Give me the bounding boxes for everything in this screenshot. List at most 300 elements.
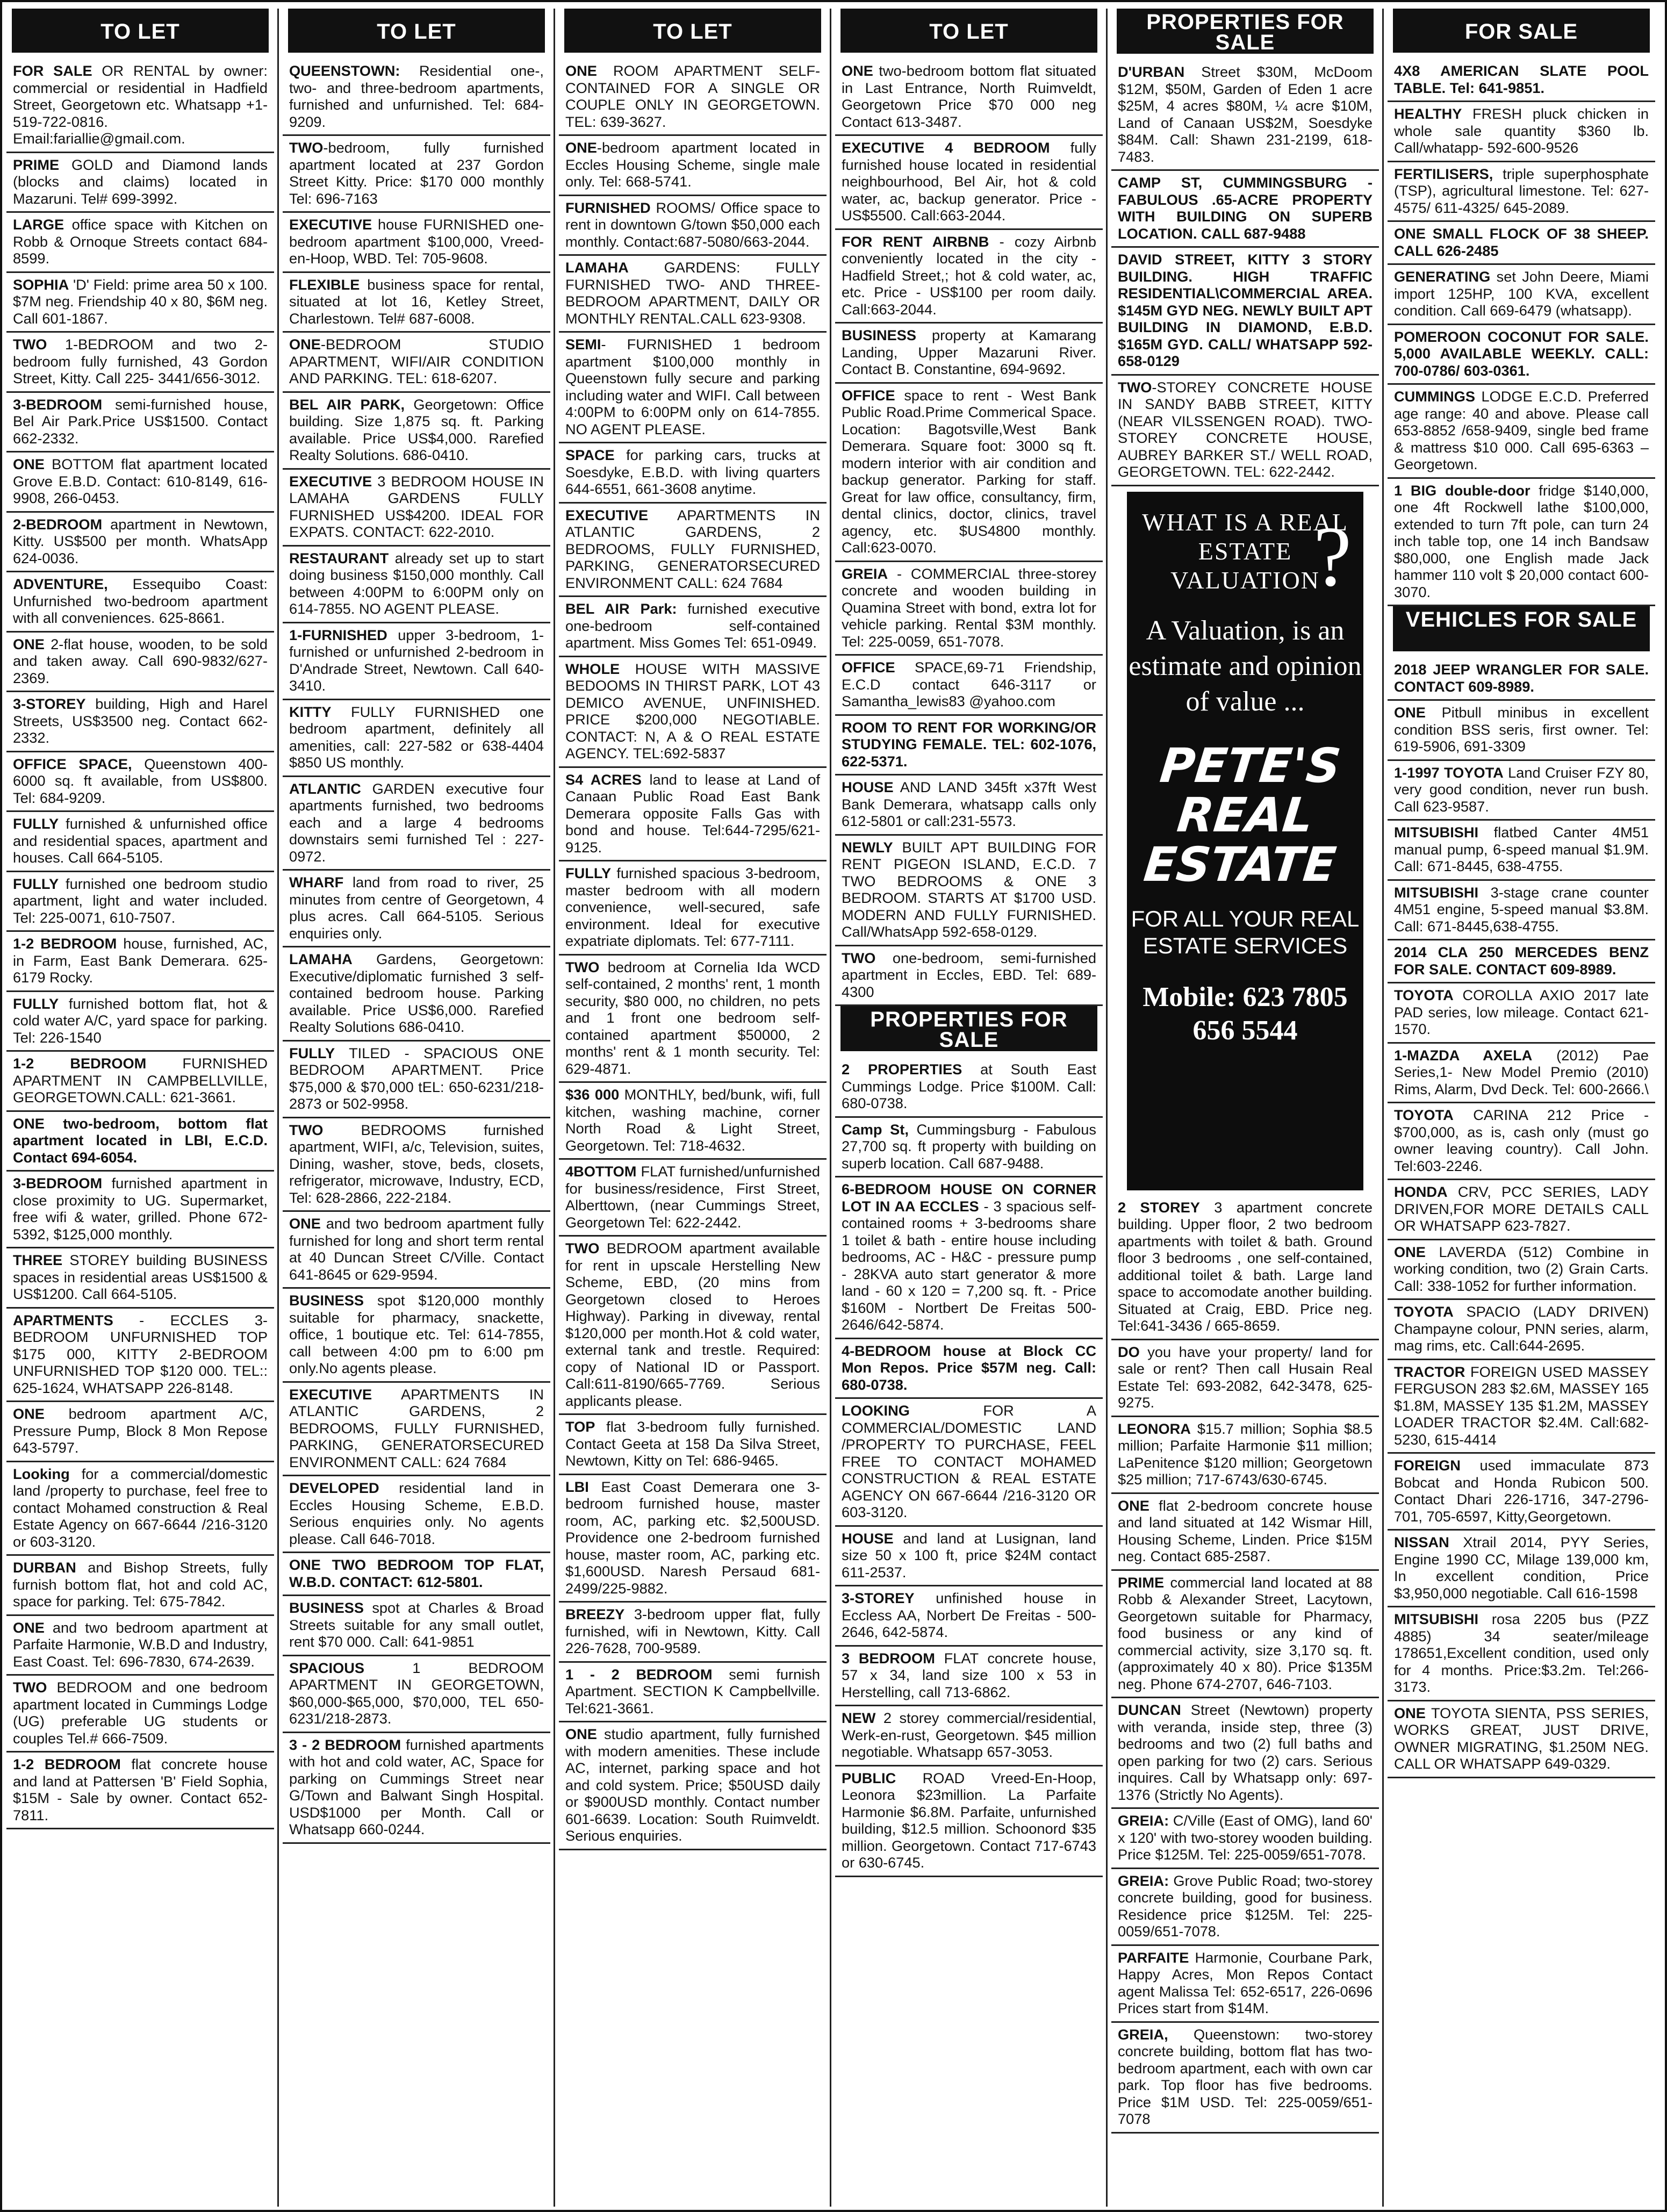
ad-lead: SPACE [565,447,615,463]
ad-text: Gardens, Georgetown: Executive/diplomatic furnished 3 self-contained bedroom house. Parking available. Price US$6,000. Rarefied Realty Solutions 686-0410. [289,951,548,1035]
ad-lead: TOYOTA [1394,1303,1454,1320]
column-3 [559,9,827,2207]
ad-lead: ONE [13,1619,45,1636]
ad-text: Queenstown: two-storey concrete building, bottom flat has two-bedroom apartment, each with own car park. Top floor has five bedrooms. Price $1M USD. Tel: 225-0059/651-7078 [1118,2026,1377,2127]
classified-ad [835,1339,1103,1399]
ad-lead: EXECUTIVE [565,506,649,523]
classified-ad [559,1603,827,1663]
classified-ad [835,1527,1103,1587]
classified-ad [1388,1044,1655,1104]
classified-ad [1388,881,1655,941]
classified-ad [1388,1300,1655,1360]
ad-lead: 1 BIG double-door [1394,482,1531,499]
classified-ad [1388,1240,1655,1301]
classified-ad [835,946,1103,1007]
ad-lead: 2-BEDROOM [13,515,103,533]
ad-text: house FURNISHED one-bedroom apartment $100,000, Vreed-en-Hoop, WBD. Tel: 705-9608. [289,216,544,267]
classified-ad [1388,102,1655,162]
ad-text: BOTTOM flat apartment located Grove E.B.D. Contact: 610-8149, 616-9908, 266-0453. [13,456,272,506]
ad-text: - FURNISHED 1 bedroom apartment $100,000 monthly in Queenstown fully secure and parking including water and WIFI. Call between 4:00PM to 6:00PM only on 614-7855. NO AGENT PLEASE. [565,336,824,437]
ad-lead: S4 ACRES [565,771,642,788]
classified-ad [6,1616,274,1676]
ad-text: residential land in Eccles Housing Scheme, E.B.D. Serious enquiries only. No agents please. Call 646-7018. [289,1480,548,1547]
ad-lead: RESTAURANT [289,549,389,566]
ad-lead: POMEROON COCONUT FOR SALE. 5,000 AVAILABLE WEEKLY. CALL: 700-0786/ 603-0361. [1394,328,1653,379]
ad-text: flat 3-bedroom fully furnished. Contact Geeta at 158 Da Silva Street, Newtown, Kitty on Tel: 686-9465. [565,1418,824,1469]
ad-lead: EXECUTIVE [289,216,372,233]
classified-ad [1388,1180,1655,1240]
ad-lead: $36 000 [565,1086,620,1103]
ad-text: APARTMENTS IN ATLANTIC GARDENS, 2 BEDROOMS, FULLY FURNISHED, PARKING, GENERATORSECURED ENVIRONMENT CALL: 624 7684 [289,1385,548,1470]
ad-text: Street (Newtown) property with veranda, inside step, three (3) bedrooms and two (2) full baths and open parking for two (2) cars. Serious inquires. Call by Whatsapp only: 697-1376 (Strictly No Agents). [1118,1701,1377,1803]
classified-ad [1388,1103,1655,1180]
classified-ad [835,1586,1103,1647]
classified-ad [559,1083,827,1160]
ad-lead: FULLY [13,995,59,1012]
classified-ad [1388,1607,1655,1701]
classified-ad [6,1753,274,1829]
ad-lead: ONE [13,456,45,472]
ad-lead: TRACTOR [1394,1363,1465,1380]
ad-lead: ATLANTIC [289,780,361,797]
column-5 [1111,9,1379,2207]
classified-ad [835,656,1103,716]
ad-lead: ONE [1394,1704,1426,1721]
classified-ad [1111,1869,1379,1946]
classified-ad [559,1237,827,1415]
classified-ad [283,1733,550,1844]
ad-lead: 4BOTTOM [565,1163,637,1180]
ad-lead: ONE [289,336,321,353]
ad-text: HOUSE WITH MASSIVE BEDOOMS IN THIRST PARK, LOT 43 DEMICO AVENUE, UNFINISHED. PRICE $200,000 NEGOTIABLE. CONTACT: N, A & O REAL ESTATE AGENCY. TEL:692-5837 [565,660,824,762]
ad-lead: HONDA [1394,1183,1448,1200]
ad-lead: ONE [289,1215,321,1232]
classified-ad [1111,1946,1379,2023]
ad-text: commercial land located at 88 Robb & Alexander Street, Lacytown, Georgetown suitable for Pharmacy, food business or any kind of commercial activity, size 3,170 sq. ft. (approximately 40 x 80). Price $135M neg. Phone 674-2707, 646-7103. [1118,1574,1377,1692]
section-header: TO LET [12,9,269,53]
ad-lead: DUNCAN [1118,1701,1181,1718]
classified-ad [283,623,550,700]
ad-text: 1-BEDROOM and two 2-bedroom fully furnished, 43 Gordon Street, Kitty. Call 225- 3441/656-3012. [13,336,272,386]
section-header: VEHICLES FOR SALE [1393,606,1650,651]
classified-ad [6,872,274,932]
ad-lead: 2018 JEEP WRANGLER FOR SALE. CONTACT 609-8989. [1394,661,1653,695]
ad-lead: FURNISHED [565,199,651,216]
ad-lead: LBI [565,1478,589,1495]
ad-lead: WHOLE [565,660,620,677]
ad-text: Grove Public Road; two-storey concrete building, good for business. Residence price $125M. Tel: 225-0059/651-7078. [1118,1872,1377,1940]
classified-ad [1388,1360,1655,1454]
classified-ad [835,1058,1103,1118]
classified-ad [835,136,1103,230]
classified-ad [1111,171,1379,248]
classified-ad [283,700,550,777]
ad-lead: EXECUTIVE [289,472,372,490]
classified-ad [835,384,1103,562]
ad-lead: LEONORA [1118,1420,1191,1437]
ad-lead: SOPHIA [13,276,69,293]
ad-text: -STOREY CONCRETE HOUSE IN SANDY BABB STREET, KITTY (NEAR VILSSENGEN ROAD). TWO-STOREY CONCRETE HOUSE, AUBREY BARKER ST./ WELL ROAD, GEORGETOWN. TEL: 622-2442. [1118,378,1377,480]
ad-text: Street $30M, McDoom $12M, $50M, Garden of Eden 1 acre $25M, 4 acres $80M, ¼ acre $10M, Land of Canaan US$2M, Soesdyke $84M. Call: Shawn 231-2199, 618-7483. [1118,63,1377,165]
classified-ad [835,1706,1103,1766]
ad-lead: TWO [565,1240,600,1256]
ad-lead: BREEZY [565,1606,625,1622]
ad-lead: Looking [13,1465,70,1482]
ad-text: at South East Cummings Lodge. Price $100M. Call: 680-0738. [842,1061,1101,1111]
classified-ad [283,393,550,470]
classified-ad [1111,1698,1379,1809]
classified-ad [1388,385,1655,479]
classified-ad [6,1112,274,1172]
classified-ad [559,956,827,1083]
real-estate-valuation-advert [1127,492,1363,1190]
ad-text: AND LAND 345ft x37ft West Bank Demerara, whatsapp calls only 612-5801 or call:231-5573. [842,779,1101,829]
ad-lead: 1 - 2 BEDROOM [565,1665,713,1683]
ad-text: rosa 2205 bus (PZZ 4885) 34 seater/mileage 178651,Excellent condition, used only for 4 months. Price:$3.2m. Tel:266-3173. [1394,1611,1653,1695]
ad-lead: 3 - 2 BEDROOM [289,1736,401,1753]
ad-lead: DURBAN [13,1559,76,1576]
question-mark: ? [1313,508,1352,604]
ad-text: furnished apartments with hot and cold water, AC, Space for parking on Cummings Street near G/Town and Balwant Singh Hospital. USD$1000 per Month. Call or Whatsapp 660-0244. [289,1736,548,1837]
ad-text: for parking cars, trucks at Soesdyke, E.B.D. with living quarters 644-6551, 661-3608 anytime. [565,447,824,497]
ad-lead: TWO [289,1121,324,1138]
ad-text: for a commercial/domestic land /property to purchase, feel free to contact Mohamed construction & Real Estate Agency on 667-6644 /216-3120 or 603-3120. [13,1465,272,1550]
ad-text: ROOMS/ Office space to rent in downtown G/town $50,000 each monthly. Contact:687-5080/663-2044. [565,199,824,250]
classified-ad [1111,1340,1379,1417]
ad-text: Essequibo Coast: Unfurnished two-bedroom apartment with all conveniences. 625-8661. [13,576,272,626]
ad-lead: ONE [1394,1243,1426,1260]
ad-text: office space with Kitchen on Robb & Ornoque Streets contact 684-8599. [13,216,272,267]
ad-text: fully furnished house located in residential neighbourhood, Bel Air, hot & cold water, ac, backup generator. Price - US$5500. Call:663-2044. [842,139,1101,224]
ad-text: LODGE E.C.D. Preferred age range: 40 and above. Please call 653-8852 /658-9409, single bed frame & mattress $10 000. Call 695-6363 – Georgetown. [1394,388,1653,472]
classified-ad [283,1212,550,1289]
classified-ad [283,777,550,871]
ad-text: 3 apartment concrete building. Upper floor, 2 two bedroom apartments with toilet & bath. Ground floor 3 bedrooms , one self-contained, additional toilet & bath. Large land space to accomodate another building. Situated at Craig, EBD. Price neg. Tel:641-3436 / 665-8659. [1118,1198,1377,1334]
ad-lead: GENERATING [1394,268,1491,285]
ad-text: land to lease at Land of Canaan Public Road East Bank Demerara opposite Falls Gas with bond and house. Tel:644-7295/621-9125. [565,771,824,856]
ad-text: 2-flat house, wooden, to be sold and taken away. Call 690-9832/627-2369. [13,635,272,686]
classified-ad [6,992,274,1052]
promo-mobile: Mobile: 623 7805 656 5544 [1143,981,1348,1046]
ad-text: furnished executive one-bedroom self-contained apartment. Miss Gomes Tel: 651-0949. [565,600,824,651]
classified-ad [283,470,550,547]
ad-text: SPACIO (LADY DRIVEN) Champayne colour, PNN series, alarm, mag rims, etc. Call:644-2695. [1394,1303,1653,1354]
ad-text: BEDROOM apartment available for rent in upscale Herstelling New Scheme, EBD, (20 mins from Georgetown closed to Heroes Highway). Parking in diveway, rental $120,000 per month.Hot & cold water, external tank and trestle. Required: copy of National ID or Passport. Call:611-8190/665-7769. Serious applicants please. [565,1240,824,1409]
classified-ad [1388,265,1655,325]
ad-text: studio apartment, fully furnished with modern amenities. These include AC, internet, parking space and hot and cold system. Price; $50USD daily or $900USD monthly. Contact number 601-6639. Location: South Ruimveldt. Serious enquiries. [565,1726,824,1844]
classified-ad [1111,376,1379,486]
ad-lead: FULLY [565,865,612,881]
ad-text: Pitbull minibus in excellent condition BSS seris, first owner. Tel: 619-5906, 691-3309 [1394,704,1653,755]
classified-ad [6,1402,274,1462]
ad-text: Queenstown 400-6000 sq. ft available, from US$800. Tel: 684-9209. [13,755,272,806]
ad-lead: KITTY [289,703,332,720]
ad-lead: WHARF [289,874,344,890]
classified-ad [1388,1454,1655,1531]
ad-text: - cozy Airbnb conveniently located in the city - Hadfield Street,; hot & cold water, ac, etc. Price - US$100 per room daily. Call:663-2044. [842,233,1101,318]
classified-ad [283,947,550,1042]
classified-ad [283,1553,550,1596]
classified-ad [835,1399,1103,1527]
classified-ad [835,775,1103,836]
classified-ad [6,1309,274,1403]
ad-text: APARTMENTS IN ATLANTIC GARDENS, 2 BEDROOMS, FULLY FURNISHED, PARKING, GENERATORSECURED ENVIRONMENT CALL: 624 7684 [565,506,824,591]
ad-text: spot at Charles & Broad Streets suitable for any small outlet, rent $70 000. Call: 641-9851 [289,1599,548,1650]
classified-ad [1388,479,1655,607]
ad-text: SPACE,69-71 Friendship, E.C.D contact 646-3117 or Samantha_lewis83 @yahoo.com [842,659,1101,709]
classified-ad [283,1042,550,1118]
ad-text: -bedroom, fully furnished apartment located at 237 Gordon Street Kitty. Price: $170 000 monthly Tel: 696-7163 [289,139,548,207]
ad-lead: 3-BEDROOM [13,396,103,413]
ad-lead: PRIME [13,156,60,173]
ad-lead: OFFICE SPACE, [13,755,132,772]
column-divider [1106,9,1108,2207]
classified-ad [6,1052,274,1112]
classified-ad [559,861,827,956]
ad-text: flat concrete house and land at Pattersen 'B' Field Sophia, $15M - Sale by owner. Contact 652-7811. [13,1756,272,1823]
ad-lead: BUSINESS [289,1599,364,1616]
column-6 [1388,9,1655,2207]
column-1 [6,9,274,2207]
ad-text: CRV, PCC SERIES, LADY DRIVEN,FOR MORE DETAILS CALL OR WHATSAPP 623-7827. [1394,1183,1653,1234]
ad-text: furnished bottom flat, hot & cold water A/C, yard space for parking. Tel: 226-1540 [13,995,272,1046]
ad-lead: EXECUTIVE 4 BEDROOM [842,139,1050,156]
ad-lead: MITSUBISHI [1394,824,1479,841]
ad-lead: HEALTHY [1394,105,1462,122]
classified-ad [559,196,827,256]
classified-ad [6,393,274,453]
ad-lead: 1-MAZDA AXELA [1394,1046,1533,1064]
ad-lead: ROOM TO RENT FOR WORKING/OR STUDYING FEMALE. TEL: 602-1076, 622-5371. [842,719,1101,770]
classified-ad [6,692,274,752]
promo-tagline: FOR ALL YOUR REAL ESTATE SERVICES [1131,906,1360,958]
classified-ad [6,572,274,633]
ad-lead: ADVENTURE, [13,576,108,592]
ad-text: C/Ville (East of OMG), land 60' x 120' with two-storey wooden building. Price $125M. Tel: 225-0059/651-7078. [1118,1812,1377,1863]
classified-ad [6,932,274,992]
ad-text: and two bedroom apartment at Parfaite Harmonie, W.B.D and Industry, East Coast. Tel: 696-7830, 674-2639. [13,1619,272,1670]
ad-lead: ONE [565,62,597,79]
classified-ad [283,1476,550,1553]
classified-ad [1388,162,1655,222]
classified-ad [1388,940,1655,983]
classified-ad [283,213,550,273]
ad-text: TOYOTA SIENTA, PSS SERIES, WORKS GREAT, JUST DRIVE, OWNER MIGRATING, $1.250M NEG. CALL OR WHATSAPP 649-0329. [1394,1704,1653,1772]
ad-text: apartment in Newtown, Kitty. US$500 per month. WhatsApp 624-0036. [13,515,272,566]
classified-ad [835,1118,1103,1178]
ad-lead: 1-2 BEDROOM [13,935,117,952]
ad-lead: Camp St, [842,1121,909,1138]
ad-text: East Coast Demerara one 3-bedroom furnished house, master room, AC, parking etc. $2,500USD. Providence one 2-bedroom furnished house, master room, AC, parking etc. $1,600USD. Naresh Persaud 681-2499/225-9882. [565,1478,824,1597]
ad-text: used immaculate 873 Bobcat and Honda Rubicon 500. Contact Dhari 226-1716, 347-2796-701, 705-6597, Kitty,Georgetown. [1394,1457,1653,1525]
ad-lead: FOREIGN [1394,1457,1461,1474]
ad-lead: 4-BEDROOM house at Block CC Mon Repos. Price $57M neg. Call: 680-0738. [842,1342,1101,1393]
ad-lead: 4X8 AMERICAN SLATE POOL TABLE. Tel: 641-9851. [1394,62,1653,96]
ad-text: FLAT furnished/unfurnished for business/residence, First Street, Alberttown, (near Cummings Street, Georgetown Tel: 622-2442. [565,1163,824,1231]
ad-lead: FULLY [13,875,59,892]
classified-ad [283,273,550,333]
ad-lead: 2 STOREY [1118,1198,1200,1216]
classified-ad [283,547,550,623]
ad-lead: 1-2 BEDROOM [13,1756,121,1772]
classified-ad [6,633,274,693]
classified-ad [1388,658,1655,701]
ad-text: - COMMERCIAL three-storey concrete and wooden building in Quamina Street with bond, extra lot for vehicle parking. Rental $3M monthly. Tel: 225-0059, 651-7078. [842,565,1101,650]
ad-lead: FOR SALE [13,62,92,79]
ad-text: (2012) Pae Series,1- New Model Premio (2010) Rims, Alarm, Dvd Deck. Tel: 600-2666.\ [1394,1046,1653,1097]
classified-ad [835,59,1103,136]
section-header: PROPERTIES FOR SALE [840,1006,1097,1051]
section-header: TO LET [564,9,821,53]
ad-lead: NISSAN [1394,1534,1449,1550]
ad-lead: LARGE [13,216,64,233]
classified-ad [1388,1701,1655,1778]
section-header: TO LET [840,9,1097,53]
ad-lead: FLEXIBLE [289,276,360,293]
ad-text: and land at Lusignan, land size 50 x 100 ft, price $24M contact 611-2537. [842,1529,1101,1581]
ad-text: furnished spacious 3-bedroom, master bedroom with all modern convenience, well-secured, safe environment. Ideal for executive expatriate diplomats. Tel: 677-7111. [565,865,824,949]
ad-lead: OFFICE [842,386,895,404]
ad-text: furnished & unfurnished office and residential spaces, apartment and houses. Call 664-5105. [13,815,272,866]
ad-text: BEDROOMS furnished apartment, WIFI, a/c, Television, suites, Dining, washer, stove, beds, closets, refrigerator, microwave, Industry, ECD, Tel: 628-2866, 222-2184. [289,1121,548,1206]
classified-ad [835,1177,1103,1339]
ad-text: flat 2-bedroom concrete house and land situated at 142 Wismar Hill, Housing Scheme, Linden. Price $15M neg. Contact 685-2587. [1118,1497,1377,1564]
ad-lead: TWO [565,958,600,975]
classified-ad [283,1118,550,1212]
ad-lead: TOYOTA [1394,987,1454,1003]
ad-text: house, furnished, AC, in Farm, East Bank Demerara. 625-6179 Rocky. [13,935,272,986]
ad-text: FURNISHED APARTMENT IN CAMPBELLVILLE, GEORGETOWN.CALL: 621-3661. [13,1055,272,1105]
ad-text: flatbed Canter 4M51 manual pump, 6-speed manual $1.9M. Call: 671-8445, 638-4755. [1394,824,1653,874]
ad-text: one-bedroom, semi-furnished apartment in Eccles, EBD. Tel: 689-4300 [842,949,1101,1000]
classified-ad [6,752,274,813]
classified-ad [835,562,1103,656]
ad-text: 3-bedroom upper flat, fully furnished, wifi in Newtown, Kitty. Call 226-7628, 700-9589. [565,1606,824,1656]
ad-text: 3 BEDROOM HOUSE IN LAMAHA GARDENS FULLY FURNISHED US$4200. IDEAL FOR EXPATS. CONTACT: 622-2010. [289,472,548,540]
classified-ad [6,59,274,153]
ad-lead: PUBLIC [842,1769,896,1786]
ad-text: space to rent - West Bank Public Road.Prime Commerical Space. Location: Bagotsville,West Bank Demerara. Square foot: 3000 sq ft. modern interior with air condition and backup generator. Parking for staff. Great for law office, consultancy, firm, dental clinics, doctor, clinics, travel agency, etc. $US4800 monthly. Call:623-0070. [842,386,1101,556]
classified-ad [1111,1571,1379,1699]
ad-text: Harmonie, Courbane Park, Happy Acres, Mon Repos Contact agent Malissa Tel: 652-6517, 226-0696 Prices start from $14M. [1118,1949,1377,2016]
ad-lead: HOUSE [842,779,894,795]
classified-ad [283,333,550,393]
classified-ad [559,657,827,768]
ad-text: FULLY FURNISHED one bedroom apartment, definitely all amenities, call: 227-582 or 638-4404 $850 US monthly. [289,703,548,771]
ad-lead: NEW [842,1710,876,1726]
ad-text: building, High and Harel Streets, US$3500 neg. Contact 662-2332. [13,695,272,746]
ad-text: BEDROOM and one bedroom apartment located in Cummings Lodge (UG) preferable UG students or couples Tel.# 666-7509. [13,1679,272,1747]
ad-lead: 3-STOREY [13,695,86,712]
ad-lead: 6-BEDROOM HOUSE ON CORNER LOT IN AA ECCLES [842,1181,1101,1215]
ad-text: -BEDROOM STUDIO APARTMENT, WIFI/AIR CONDITION AND PARKING. TEL: 618-6207. [289,336,548,386]
ad-lead: THREE [13,1252,63,1268]
ad-lead: GREIA: [1118,1812,1169,1829]
ad-text: Cummingsburg - Fabulous 27,700 sq. ft property with building on superb location. Call 687-9488. [842,1121,1101,1172]
ad-lead: TWO [289,139,324,156]
ad-lead: DO [1118,1343,1140,1360]
column-divider [1382,9,1384,2207]
ad-text: MONTHLY, bed/bunk, wifi, full kitchen, washing machine, corner North Road & Light Street, Georgetown. Tel: 718-4632. [565,1086,824,1154]
ad-lead: ONE [565,1726,597,1742]
ad-lead: TWO [13,336,47,353]
ad-lead: FOR RENT AIRBNB [842,233,989,250]
ad-text: GARDEN executive four apartments furnished, two bedrooms each and a large 4 bedrooms downstairs semi furnished Tel : 227-0972. [289,780,548,865]
ad-lead: TWO [842,949,876,966]
classified-ad [559,1663,827,1723]
classified-ad [559,597,827,657]
ad-text: fridge $140,000, one 4ft Rockwell lathe $100,000, extended to turn 7ft pole, can turn 24 inch table top, one 14 inch Bandsaw $80,000, one English made Jack hammer 110 volt $ 20,000 contact 600-3070. [1394,482,1653,600]
classified-ad [6,812,274,872]
ad-text: Georgetown: Office building. Size 1,875 sq. ft. Parking available. Price US$4,000. Rarefied Realty Solutions. 686-0410. [289,396,548,463]
ad-text: and two bedroom apartment fully furnished for long and short term rental at 40 Duncan Street C/Ville. Contact 641-8645 or 629-9594. [289,1215,548,1283]
classified-ad [1388,59,1655,102]
promo-answer: A Valuation, is an estimate and opinion of value ... [1129,615,1362,717]
ad-lead: SPACIOUS [289,1659,364,1676]
ad-text: bedroom at Cornelia Ida WCD self-contained, 2 months' rent, 1 month security, $80 000, no children, no pets and 1 front one bedroom self-contained apartment $50000, 2 months' rent & 1 month security. Tel: 629-4871. [565,958,824,1077]
classified-ad [835,1647,1103,1707]
classified-ad [559,333,827,443]
classified-ad [1388,325,1655,385]
ad-text: land from road to river, 25 minutes from centre of Georgetown, 4 plus acres. Call 664-5105. Serious enquiries only. [289,874,548,942]
classified-ad [283,1383,550,1477]
ad-text: upper 3-bedroom, 1-furnished or unfurnished 2-bedroom in D'Andrade Street, Newtown. Call 640-3410. [289,626,548,694]
ad-lead: 1-FURNISHED [289,626,387,643]
classified-ad [559,136,827,196]
classified-ad [6,213,274,273]
ad-text: and Bishop Streets, fully furnish bottom flat, hot and cold AC, space for parking. Tel: 675-7842. [13,1559,272,1610]
ad-lead: ONE [13,635,45,652]
ad-lead: GREIA [842,565,888,582]
classified-ad [835,1766,1103,1877]
ad-lead: LAMAHA [565,259,629,276]
ad-text: COROLLA AXIO 2017 late PAD series, low mileage. Contact 621-1570. [1394,987,1653,1037]
classified-ad [1388,821,1655,881]
ad-lead: LAMAHA [289,951,353,967]
classified-ad [559,443,827,504]
classified-ad [283,871,550,947]
classified-ad [283,136,550,213]
ad-lead: ONE [1394,704,1426,721]
ad-lead: MITSUBISHI [1394,1611,1479,1627]
ad-lead: NEWLY [842,838,893,856]
column-divider [554,9,555,2207]
ad-text: already set up to start doing business $150,000 monthly. Call between 4:00PM to 6:00PM only on 614-7855. NO AGENT PLEASE. [289,549,548,617]
ad-lead: 2014 CLA 250 MERCEDES BENZ FOR SALE. CONTACT 609-8989. [1394,944,1653,978]
ad-text: unfinished house in Eccless AA, Norbert De Freitas - 500-2646, 642-5874. [842,1590,1101,1640]
ad-text: FOR A COMMERCIAL/DOMESTIC LAND /PROPERTY TO PURCHASE, FEEL FREE TO CONTACT MOHAMED CONSTRUCTION & REAL ESTATE AGENCY ON 667-6644 /216-3120 OR 603-3120. [842,1402,1101,1520]
ad-text: furnished one bedroom studio apartment, light and water included. Tel: 225-0071, 610-7507. [13,875,272,926]
ad-lead: TOYOTA [1394,1107,1454,1123]
ad-lead: ONE [1118,1497,1149,1514]
ad-text: $15.7 million; Sophia $8.5 million; Parfaite Harmonie $11 million; LaPenitence $120 million; Georgetown $25 million; 717-6743/630-6745. [1118,1420,1377,1488]
ad-lead: FERTILISERS, [1394,165,1493,182]
classified-ad [835,230,1103,324]
classified-ad [6,333,274,393]
ad-lead: FULLY [13,815,59,832]
classified-ad [1388,701,1655,761]
ad-text: LAVERDA (512) Combine in working condition, two (2) Grain Carts. Call: 338-1052 for further information. [1394,1243,1653,1294]
ad-text: two-bedroom bottom flat situated in Last Entrance, North Ruimveldt, Georgetown Price $70 000 neg Contact 613-3487. [842,62,1101,130]
ad-lead: PRIME [1118,1574,1165,1591]
classified-ad [1388,1531,1655,1607]
classified-ad [835,324,1103,384]
classified-ad [1388,983,1655,1044]
classified-ad [1388,222,1655,265]
classified-ad [6,1676,274,1753]
classified-ad [1111,1196,1379,1340]
classified-ad [6,1556,274,1616]
